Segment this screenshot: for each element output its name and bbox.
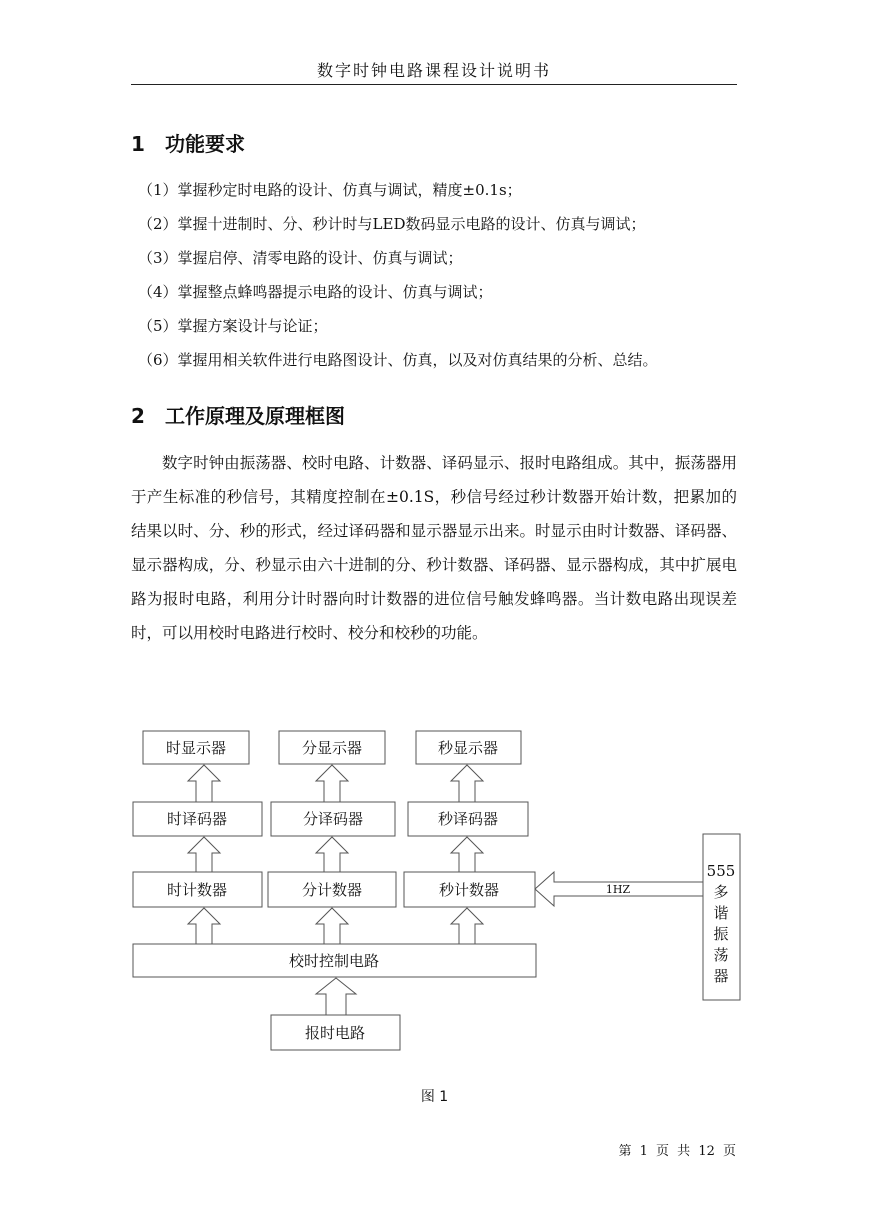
requirement-item: （3）掌握启停、清零电路的设计、仿真与调试； bbox=[138, 249, 463, 267]
oscillator-label: 谐 bbox=[713, 904, 729, 922]
requirement-item: （1）掌握秒定时电路的设计、仿真与调试，精度±0.1s； bbox=[138, 181, 522, 199]
second-counter-label: 秒计数器 bbox=[438, 881, 500, 899]
principle-paragraph: 数字时钟由振荡器、校时电路、计数器、译码显示、报时电路组成。其中，振荡器用于产生标准的秒信号，其精度控制在±0.1S，秒信号经过秒计数器开始计数，把累加的结果以时、分、秒的形式，经过译码器和显示器显示出来。时显示由时计数器、译码器、显示器构成，分、秒显示由六十进制的分、秒计数器、译码器、显示器构成，其中扩展电路为报时电路，利用分计时器向时计数器的进位信号触发蜂鸣器。当计数电路出现误差时，可以用校时电路进行校时、校分和校秒的功能。 bbox=[131, 454, 737, 642]
oscillator-label: 555 bbox=[706, 862, 736, 880]
arrow-up-icon bbox=[188, 908, 220, 944]
chime-circuit-label: 报时电路 bbox=[304, 1024, 366, 1042]
requirement-item: （4）掌握整点蜂鸣器提示电路的设计、仿真与调试； bbox=[138, 283, 493, 301]
page-header-title: 数字时钟电路课程设计说明书 bbox=[316, 61, 551, 80]
arrow-up-icon bbox=[316, 908, 348, 944]
section-1-title: 功能要求 bbox=[165, 132, 245, 156]
minute-display-label: 分显示器 bbox=[301, 739, 363, 757]
page-footer: 第 1 页 共 12 页 bbox=[618, 1144, 736, 1159]
arrow-up-icon bbox=[316, 765, 348, 802]
arrow-up-icon bbox=[316, 978, 356, 1015]
minute-counter-label: 分计数器 bbox=[301, 881, 363, 899]
hour-counter-label: 时计数器 bbox=[166, 881, 228, 899]
figure-caption: 图 1 bbox=[420, 1089, 449, 1105]
arrow-up-icon bbox=[451, 837, 483, 872]
calibration-circuit-label: 校时控制电路 bbox=[288, 952, 380, 970]
requirement-item: （6）掌握用相关软件进行电路图设计、仿真，以及对仿真结果的分析、总结。 bbox=[138, 351, 658, 369]
signal-label: 1HZ bbox=[605, 883, 631, 896]
requirement-item: （2）掌握十进制时、分、秒计时与LED数码显示电路的设计、仿真与调试； bbox=[138, 215, 646, 233]
section-2-number: 2 bbox=[131, 404, 145, 428]
second-display-label: 秒显示器 bbox=[437, 739, 499, 757]
arrow-up-icon bbox=[316, 837, 348, 872]
oscillator-label: 振 bbox=[713, 925, 729, 943]
hour-decoder-label: 时译码器 bbox=[166, 810, 228, 828]
requirement-item: （5）掌握方案设计与论证； bbox=[138, 317, 328, 335]
section-1-number: 1 bbox=[131, 132, 145, 156]
section-2-title: 工作原理及原理框图 bbox=[165, 404, 345, 428]
arrow-up-icon bbox=[451, 908, 483, 944]
minute-decoder-label: 分译码器 bbox=[302, 810, 364, 828]
arrow-up-icon bbox=[451, 765, 483, 802]
hour-display-label: 时显示器 bbox=[165, 739, 227, 757]
oscillator-label: 多 bbox=[713, 883, 729, 901]
arrow-up-icon bbox=[188, 765, 220, 802]
oscillator-label: 器 bbox=[713, 967, 729, 985]
second-decoder-label: 秒译码器 bbox=[437, 810, 499, 828]
arrow-up-icon bbox=[188, 837, 220, 872]
oscillator-label: 荡 bbox=[713, 946, 729, 964]
